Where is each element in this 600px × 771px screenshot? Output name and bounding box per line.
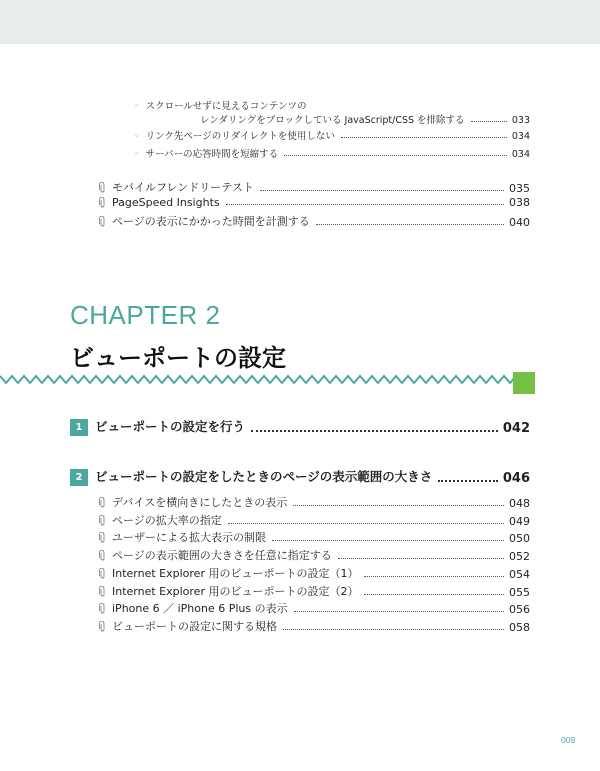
paperclip-icon: [98, 603, 107, 614]
toc-subitem-label: サーバーの応答時間を短縮する: [145, 149, 279, 160]
chapter-label: CHAPTER 2: [70, 300, 221, 330]
toc-item-label: ページの表示範囲の大きさを任意に指定する: [112, 549, 332, 563]
toc-item-label: ビューポートの設定に関する規格: [112, 619, 277, 633]
dot-leader: [272, 539, 504, 541]
toc-page-number: 056: [509, 603, 530, 617]
toc-section-2[interactable]: [70, 467, 530, 486]
bullet-icon: ◦: [134, 149, 140, 160]
dot-leader: [338, 557, 504, 559]
toc-page-number: 058: [509, 620, 530, 634]
dot-leader: [294, 610, 504, 612]
toc-page-number: 052: [509, 550, 530, 564]
chapter-title: ビューポートの設定: [70, 344, 286, 372]
dot-leader: [316, 223, 504, 225]
section-number-badge: 1: [70, 419, 88, 436]
toc-page-number: 055: [509, 585, 530, 599]
toc-page-number: 033: [511, 115, 530, 126]
dot-leader: [251, 429, 498, 432]
bullet-icon: ◦: [134, 131, 140, 142]
toc-page-number: 038: [509, 196, 530, 209]
dot-leader: [226, 203, 504, 205]
dot-leader: [364, 593, 504, 595]
toc-item-label: デバイスを横向きにしたときの表示: [112, 496, 288, 509]
toc-item-label: モバイルフレンドリーテスト: [112, 181, 254, 194]
zigzag-divider: [0, 372, 520, 388]
toc-item[interactable]: [98, 618, 530, 634]
toc-page-number: 034: [511, 131, 530, 142]
toc-section-title: ビューポートの設定を行う: [95, 419, 246, 434]
header-band: [0, 0, 600, 44]
paperclip-icon: [98, 621, 107, 632]
paperclip-icon: [98, 515, 107, 526]
toc-item[interactable]: [98, 547, 530, 563]
toc-page-number: 049: [509, 514, 530, 528]
toc-page-number: 035: [509, 182, 530, 195]
paperclip-icon: [98, 586, 107, 597]
paperclip-icon: [98, 497, 107, 508]
toc-subitem-row[interactable]: [134, 128, 530, 142]
dot-leader: [260, 189, 504, 191]
toc-section-1[interactable]: [70, 417, 530, 436]
toc-page-number: 050: [509, 532, 530, 546]
dot-leader: [341, 136, 507, 138]
toc-page-number: 040: [509, 216, 530, 229]
paperclip-icon: [98, 216, 107, 227]
toc-subitem-row[interactable]: [134, 146, 530, 160]
dot-leader: [283, 628, 504, 630]
paperclip-icon: [98, 532, 107, 543]
toc-item-label: Internet Explorer 用のビューポートの設定（1）: [112, 566, 359, 580]
toc-item-label: ページの表示にかかった時間を計測する: [112, 215, 310, 228]
dot-leader: [471, 120, 507, 122]
dot-leader: [364, 575, 504, 577]
paperclip-icon: [98, 197, 107, 208]
toc-page-number: 034: [511, 149, 530, 160]
dot-leader: [228, 522, 504, 524]
paperclip-icon: [98, 550, 107, 561]
toc-subitem-row[interactable]: [200, 112, 530, 126]
toc-subitem-label: リンク先ページのリダイレクトを使用しない: [145, 131, 335, 142]
toc-page-number: 048: [509, 497, 530, 510]
dot-leader: [438, 479, 498, 482]
toc-item[interactable]: [98, 196, 530, 209]
toc-item[interactable]: [98, 583, 530, 599]
toc-item-label: PageSpeed Insights: [112, 196, 220, 209]
dot-leader: [293, 504, 504, 506]
bullet-icon: ◦: [134, 101, 140, 112]
toc-item-label: Internet Explorer 用のビューポートの設定（2）: [112, 584, 359, 598]
toc-item-label: iPhone 6 ／ iPhone 6 Plus の表示: [112, 602, 288, 616]
toc-subitem-line: ◦ スクロールせずに見えるコンテンツの: [134, 101, 307, 112]
toc-item[interactable]: [98, 529, 530, 545]
toc-item[interactable]: [98, 512, 530, 528]
toc-item[interactable]: [98, 565, 530, 581]
paperclip-icon: [98, 568, 107, 579]
paperclip-icon: [98, 182, 107, 193]
toc-item[interactable]: [98, 179, 530, 195]
toc-page-number: 042: [502, 421, 530, 436]
toc-item-label: ページの拡大率の指定: [112, 513, 222, 527]
toc-page-number: 046: [502, 471, 530, 486]
toc-item-label: ユーザーによる拡大表示の制限: [112, 531, 266, 545]
toc-item[interactable]: [98, 213, 530, 229]
section-number-badge: 2: [70, 469, 88, 486]
toc-section-title: ビューポートの設定をしたときのページの表示範囲の大きさ: [95, 469, 433, 484]
toc-item[interactable]: [98, 494, 530, 510]
green-square-marker: [513, 372, 535, 394]
toc-page-number: 054: [509, 567, 530, 581]
page-number: 009: [561, 735, 576, 745]
dot-leader: [284, 154, 507, 156]
toc-subitem-label: レンダリングをブロックしている JavaScript/CSS を排除する: [200, 115, 465, 126]
toc-item[interactable]: [98, 600, 530, 616]
